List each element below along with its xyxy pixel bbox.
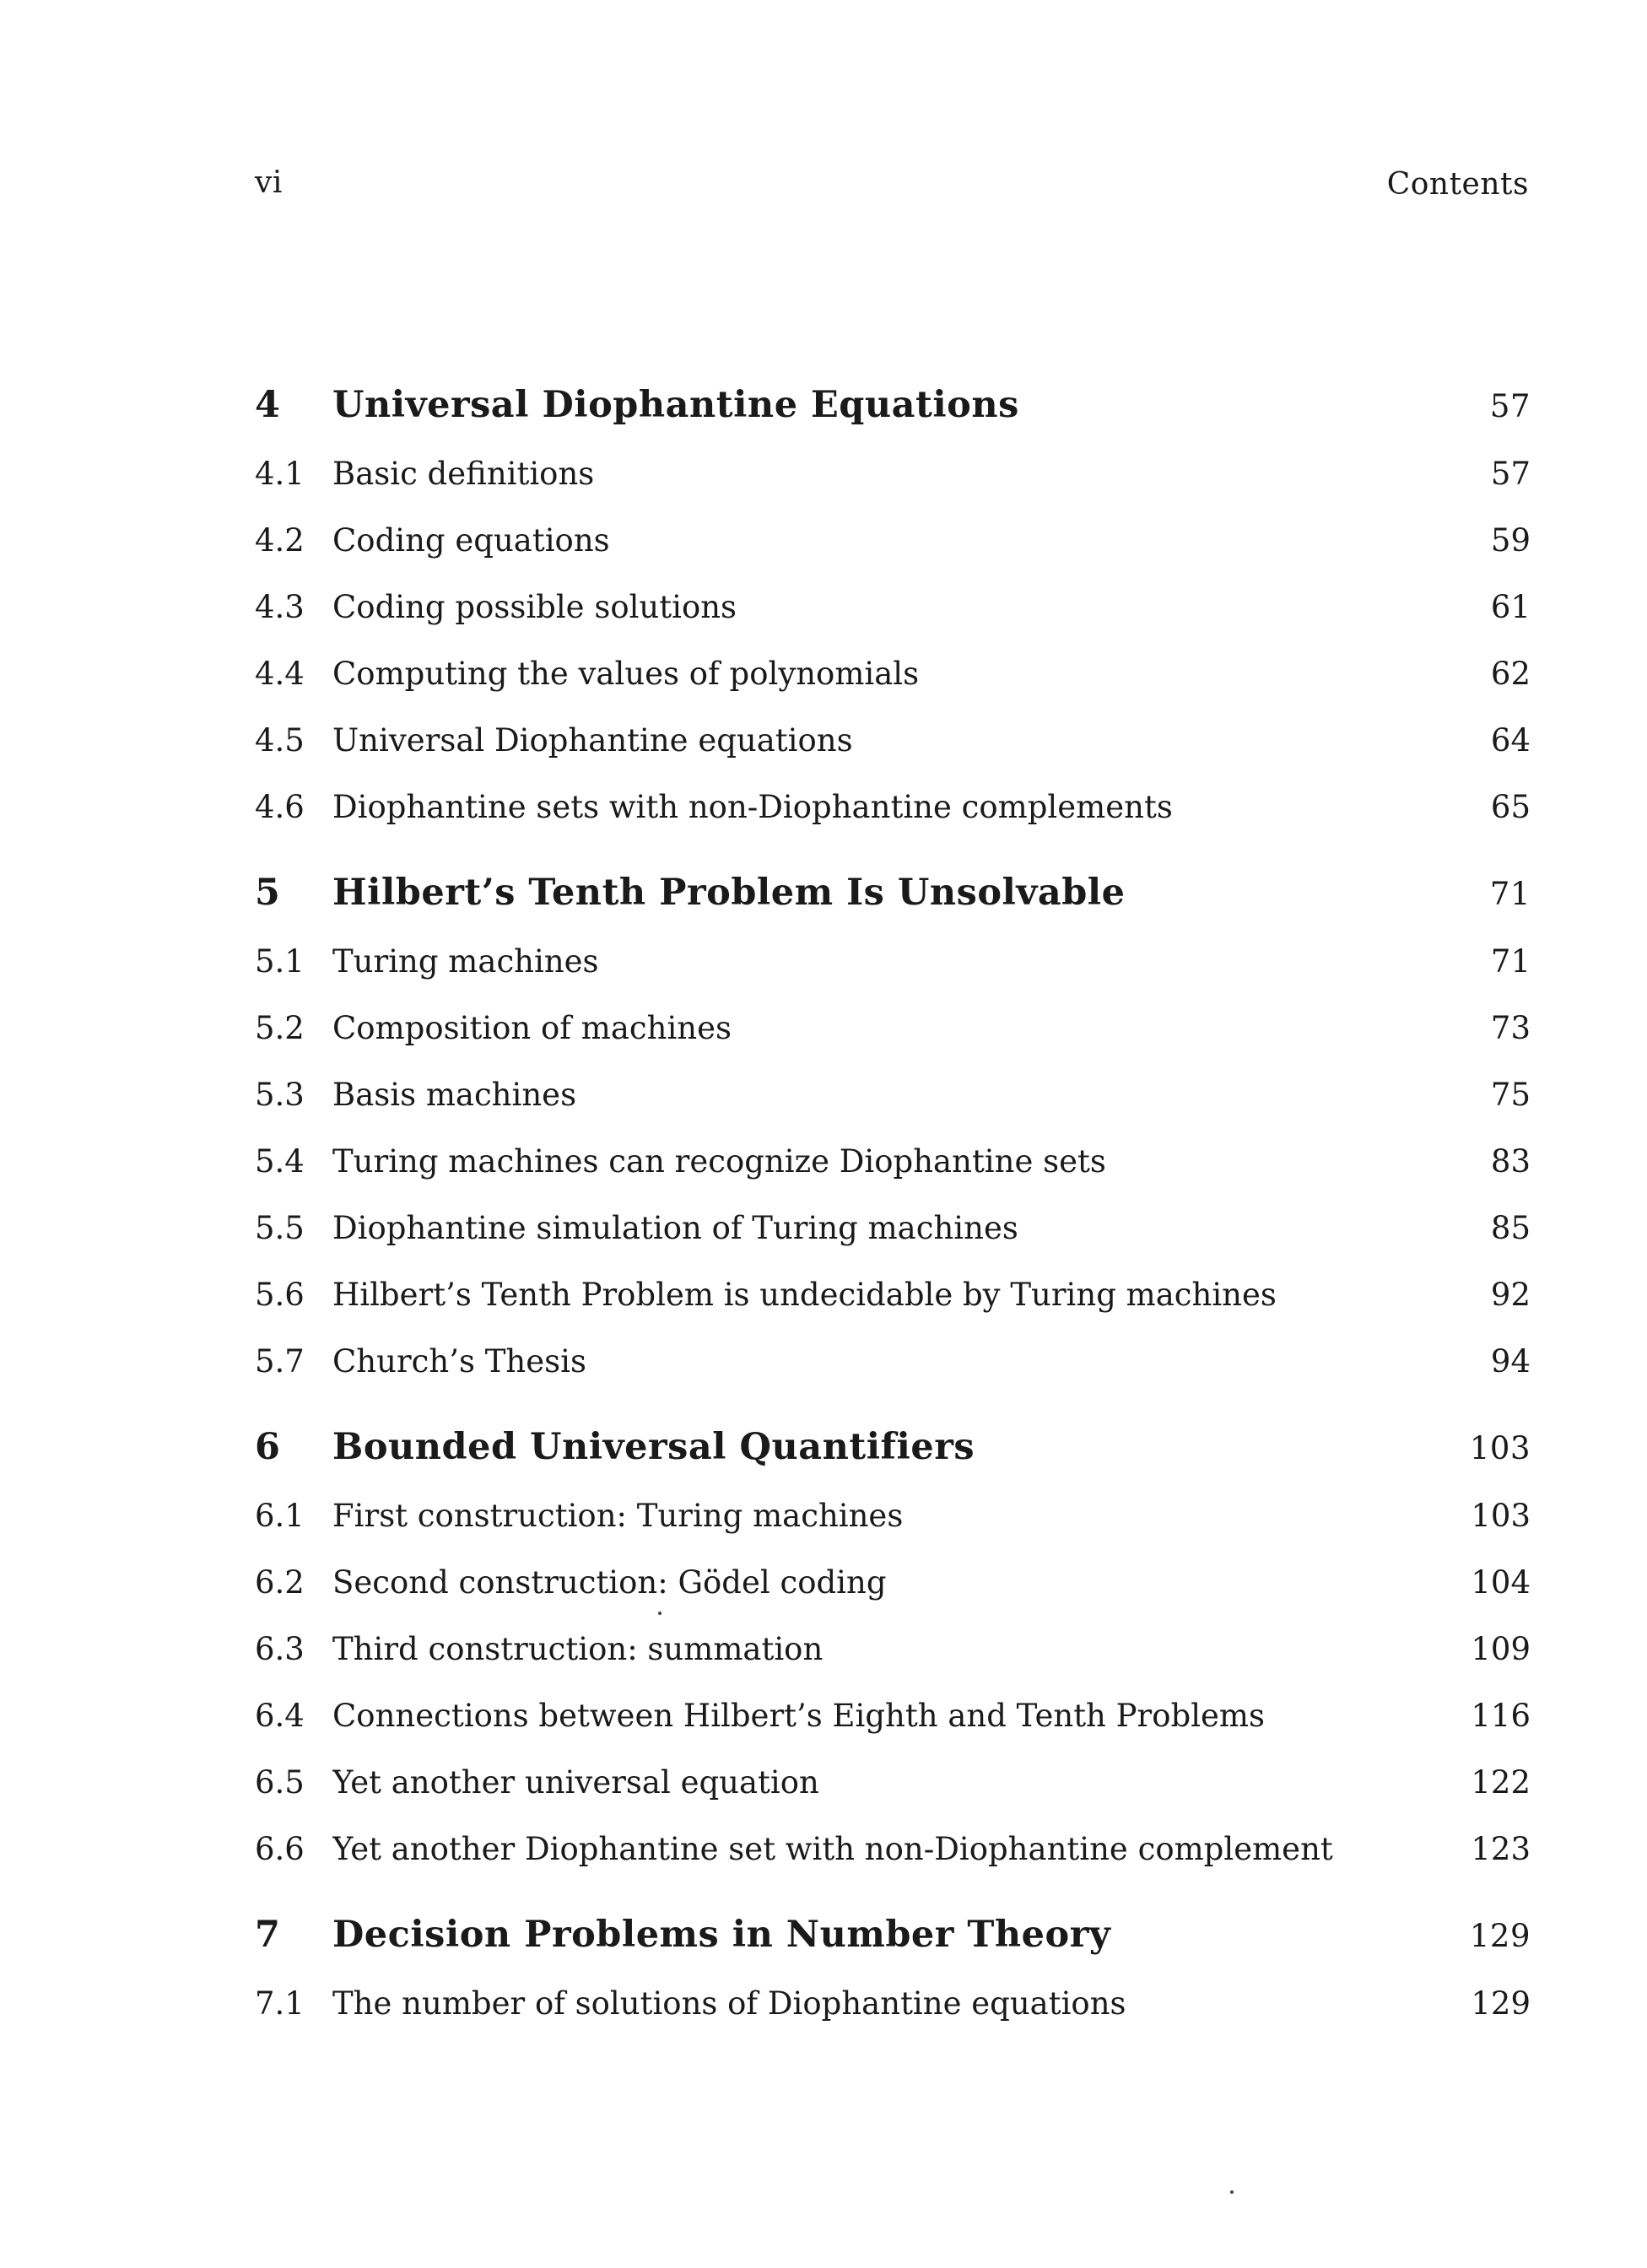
section-entry[interactable]: [255, 1195, 1531, 1261]
section-title: Turing machines: [332, 943, 599, 980]
section-entry[interactable]: [255, 1749, 1531, 1816]
chapter-number: 5: [255, 872, 281, 914]
chapter-title: Decision Problems in Number Theory: [332, 1914, 1111, 1956]
section-number: 4.1: [255, 456, 305, 492]
chapter-title: Bounded Universal Quantifiers: [332, 1426, 975, 1468]
section-number: 5.3: [255, 1077, 305, 1113]
section-entry[interactable]: [255, 1482, 1531, 1549]
section-entry[interactable]: [255, 1616, 1531, 1682]
section-title: Computing the values of polynomials: [332, 656, 920, 692]
section-title: First construction: Turing machines: [332, 1498, 904, 1534]
chapter-page: 129: [1469, 1918, 1531, 1954]
section-entry[interactable]: [255, 1682, 1531, 1749]
section-entry[interactable]: [255, 1061, 1531, 1128]
section-page: 83: [1490, 1143, 1531, 1180]
section-number: 5.5: [255, 1210, 305, 1246]
section-page: 103: [1471, 1498, 1531, 1534]
chapter-page: 103: [1469, 1430, 1531, 1466]
chapter-heading[interactable]: [255, 370, 1531, 440]
section-number: 5.1: [255, 943, 305, 980]
section-page: 61: [1490, 589, 1531, 625]
section-title: Hilbert’s Tenth Problem is undecidable by Turing machines: [332, 1277, 1277, 1313]
section-number: 4.3: [255, 589, 305, 625]
section-page: 71: [1490, 943, 1531, 980]
section-entry[interactable]: [255, 995, 1531, 1061]
section-number: 4.2: [255, 522, 305, 559]
page-number: vi: [255, 165, 283, 200]
section-number: 6.3: [255, 1631, 305, 1667]
section-entry[interactable]: [255, 928, 1531, 995]
section-page: 104: [1471, 1564, 1531, 1601]
section-title: Yet another Diophantine set with non-Diophantine complement: [332, 1831, 1333, 1867]
section-page: 116: [1471, 1698, 1531, 1734]
section-entry[interactable]: [255, 774, 1531, 840]
section-number: 6.5: [255, 1764, 305, 1801]
section-entry[interactable]: [255, 440, 1531, 507]
section-number: 7.1: [255, 1985, 305, 2022]
section-entry[interactable]: [255, 1549, 1531, 1616]
chapter-6: [255, 1412, 1531, 1882]
scan-speck: [658, 1612, 662, 1615]
section-number: 5.6: [255, 1277, 305, 1313]
section-title: Yet another universal equation: [332, 1764, 819, 1801]
section-title: Second construction: Gödel coding: [332, 1564, 887, 1601]
chapter-number: 4: [255, 384, 281, 426]
section-title: Turing machines can recognize Diophantine sets: [332, 1143, 1106, 1180]
section-title: Connections between Hilbert’s Eighth and Tenth Problems: [332, 1698, 1265, 1734]
section-entry[interactable]: [255, 1128, 1531, 1195]
section-page: 123: [1471, 1831, 1531, 1867]
section-title: Coding possible solutions: [332, 589, 737, 625]
table-of-contents: [255, 370, 1531, 2037]
section-title: Composition of machines: [332, 1010, 732, 1046]
section-entry[interactable]: [255, 1261, 1531, 1328]
chapter-title: Hilbert’s Tenth Problem Is Unsolvable: [332, 872, 1126, 914]
section-page: 64: [1490, 722, 1531, 759]
chapter-page: 71: [1489, 876, 1531, 912]
section-number: 4.6: [255, 789, 305, 825]
section-page: 65: [1490, 789, 1531, 825]
section-entry[interactable]: [255, 707, 1531, 774]
section-page: 59: [1490, 522, 1531, 559]
section-number: 6.6: [255, 1831, 305, 1867]
section-title: Basis machines: [332, 1077, 577, 1113]
section-page: 57: [1490, 456, 1531, 492]
chapter-heading[interactable]: [255, 1412, 1531, 1482]
section-title: The number of solutions of Diophantine equations: [332, 1985, 1126, 2022]
section-page: 75: [1490, 1077, 1531, 1113]
section-entry[interactable]: [255, 1816, 1531, 1882]
chapter-title: Universal Diophantine Equations: [332, 384, 1019, 426]
section-number: 5.2: [255, 1010, 305, 1046]
section-page: 85: [1490, 1210, 1531, 1246]
chapter-4: [255, 370, 1531, 840]
running-head: Contents: [1386, 167, 1529, 202]
section-page: 62: [1490, 656, 1531, 692]
section-number: 4.4: [255, 656, 305, 692]
section-title: Church’s Thesis: [332, 1343, 586, 1380]
section-title: Basic definitions: [332, 456, 595, 492]
section-page: 94: [1490, 1343, 1531, 1380]
section-entry[interactable]: [255, 640, 1531, 707]
section-entry[interactable]: [255, 507, 1531, 574]
section-number: 5.7: [255, 1343, 305, 1380]
chapter-5: [255, 857, 1531, 1395]
section-entry[interactable]: [255, 1970, 1531, 2037]
section-number: 6.2: [255, 1564, 305, 1601]
chapter-page: 57: [1489, 388, 1531, 424]
section-number: 5.4: [255, 1143, 305, 1180]
chapter-heading[interactable]: [255, 857, 1531, 928]
section-title: Third construction: summation: [332, 1631, 824, 1667]
chapter-number: 6: [255, 1426, 281, 1468]
section-entry[interactable]: [255, 1328, 1531, 1395]
chapter-heading[interactable]: [255, 1899, 1531, 1970]
section-title: Coding equations: [332, 522, 610, 559]
section-title: Universal Diophantine equations: [332, 722, 853, 759]
section-number: 6.4: [255, 1698, 305, 1734]
section-number: 4.5: [255, 722, 305, 759]
section-page: 129: [1471, 1985, 1531, 2022]
section-number: 6.1: [255, 1498, 305, 1534]
chapter-number: 7: [255, 1914, 281, 1956]
chapter-7: [255, 1899, 1531, 2037]
section-page: 92: [1490, 1277, 1531, 1313]
scan-speck: [1230, 2190, 1234, 2194]
section-page: 122: [1471, 1764, 1531, 1801]
section-page: 73: [1490, 1010, 1531, 1046]
section-title: Diophantine sets with non-Diophantine complements: [332, 789, 1173, 825]
section-title: Diophantine simulation of Turing machines: [332, 1210, 1018, 1246]
section-entry[interactable]: [255, 574, 1531, 640]
section-page: 109: [1471, 1631, 1531, 1667]
